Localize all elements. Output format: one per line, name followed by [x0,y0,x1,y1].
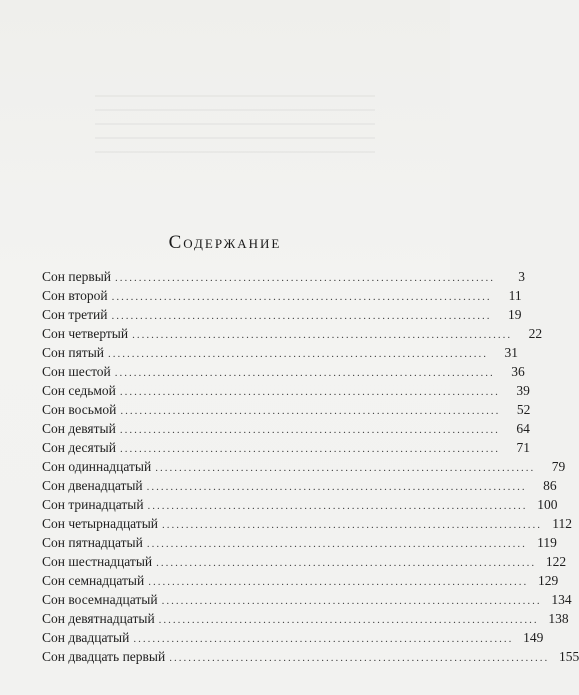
dot-leader: ................................................................................ [146,481,527,493]
toc-entry-title: Сон третий [42,307,108,322]
toc-entry [42,267,525,286]
toc-entry-title: Сон седьмой [42,383,116,398]
toc-entry-title: Сон второй [42,288,108,303]
toc-entry-title: Сон шестой [42,364,111,379]
toc-entry-title: Сон пятнадцатый [42,535,143,550]
toc-entry [42,476,557,495]
dot-leader: ................................................................................ [111,291,492,303]
toc-entry-page: 149 [523,630,544,645]
toc-entry [42,343,518,362]
toc-entry [42,609,569,628]
toc-entry-page: 129 [537,573,559,588]
table-of-contents [42,267,579,666]
toc-entry-page: 19 [508,307,522,322]
toc-entry-page: 122 [545,554,567,569]
toc-entry-page: 39 [516,383,530,398]
toc-entry [42,324,543,343]
bleed-through-text [95,95,375,165]
dot-leader: ................................................................................ [161,595,542,607]
toc-entry-title: Сон первый [42,269,111,284]
dot-leader: ................................................................................ [146,538,527,550]
toc-entry [42,571,559,590]
toc-entry [42,419,530,438]
dot-leader: ................................................................................ [158,614,539,626]
toc-entry-page: 71 [516,440,530,455]
dot-leader: ................................................................................ [133,633,514,645]
toc-entry [42,400,531,419]
toc-entry-title: Сон девятый [42,421,116,436]
toc-entry-title: Сон четвертый [42,326,129,341]
dot-leader: ................................................................................ [120,405,501,417]
dot-leader: ................................................................................ [114,367,495,379]
toc-entry [42,628,544,647]
toc-entry [42,533,557,552]
toc-entry-page: 112 [552,516,573,531]
toc-entry-title: Сон семнадцатый [42,573,145,588]
toc-entry-title: Сон восьмой [42,402,117,417]
toc-entry-page: 64 [516,421,530,436]
dot-leader: ................................................................................ [162,519,543,531]
contents-heading: Содержание [168,232,282,253]
toc-entry-page: 134 [551,592,572,607]
toc-entry-page: 119 [537,535,557,550]
toc-entry [42,514,573,533]
dot-leader: ................................................................................ [119,386,500,398]
dot-leader: ................................................................................ [132,329,513,341]
dot-leader: ................................................................................ [119,443,500,455]
toc-entry [42,305,522,324]
toc-entry [42,362,525,381]
toc-entry-title: Сон четырнадцатый [42,516,159,531]
toc-entry-page: 52 [516,402,531,417]
toc-entry-page: 138 [548,611,569,626]
toc-entry-page: 79 [551,459,566,474]
toc-entry [42,552,567,571]
toc-entry [42,381,530,400]
dot-leader: ................................................................................ [148,576,529,588]
toc-entry-title: Сон десятый [42,440,116,455]
toc-entry-title: Сон одиннадцатый [42,459,152,474]
toc-entry-title: Сон девятнадцатый [42,611,155,626]
toc-entry-title: Сон двадцать первый [42,649,166,664]
toc-entry-page: 22 [528,326,543,341]
dot-leader: ................................................................................ [115,272,495,284]
dot-leader: ................................................................................ [111,310,492,322]
toc-entry [42,590,572,609]
dot-leader: ................................................................................ [119,424,500,436]
toc-entry-page: 3 [518,269,525,284]
toc-entry-page: 155 [558,649,579,664]
toc-entry [42,457,566,476]
toc-entry-page: 11 [508,288,522,303]
toc-entry-title: Сон тринадцатый [42,497,144,512]
toc-entry-page: 36 [511,364,525,379]
toc-entry-title: Сон двадцатый [42,630,130,645]
toc-entry [42,438,530,457]
toc-entry [42,286,522,305]
dot-leader: ................................................................................ [107,348,488,360]
toc-entry-page: 31 [504,345,518,360]
dot-leader: ................................................................................ [156,557,537,569]
toc-entry-title: Сон пятый [42,345,104,360]
toc-entry-title: Сон восемнадцатый [42,592,158,607]
dot-leader: ................................................................................ [155,462,536,474]
toc-entry-page: 100 [537,497,558,512]
dot-leader: ................................................................................ [147,500,528,512]
toc-entry-title: Сон двенадцатый [42,478,143,493]
dot-leader: ................................................................................ [169,652,550,664]
toc-entry [42,495,558,514]
toc-entry [42,647,579,666]
toc-entry-title: Сон шестнадцатый [42,554,153,569]
toc-entry-page: 86 [543,478,557,493]
